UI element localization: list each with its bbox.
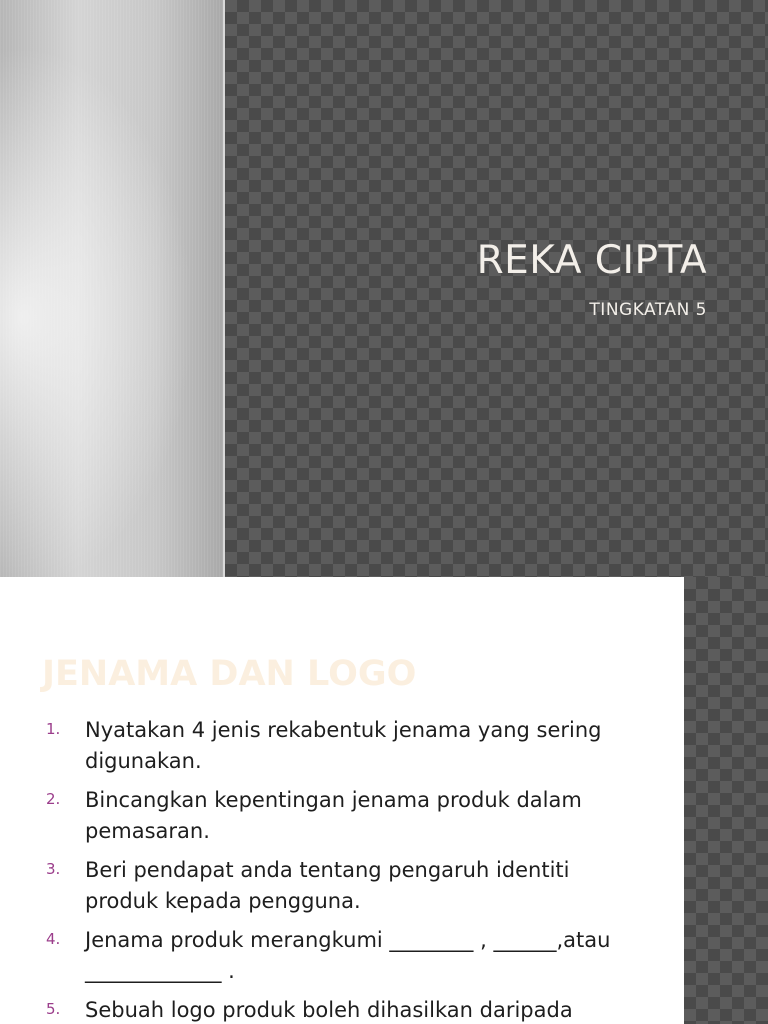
question-list [46,715,636,1024]
list-number: 3. [46,860,61,878]
list-item [46,785,636,847]
list-item [46,995,636,1024]
slide-heading: JENAMA DAN LOGO [42,654,417,694]
list-number: 4. [46,930,61,948]
slide-title: REKA CIPTA [476,238,707,283]
list-text: Beri pendapat anda tentang pengaruh identiti produk kepada pengguna. [85,858,570,913]
list-number: 5. [46,1000,61,1018]
list-number: 2. [46,790,61,808]
list-number: 1. [46,720,61,738]
list-item [46,715,636,777]
content-slide [0,577,768,1024]
slide-patterned-strip [684,577,768,1024]
list-text: Bincangkan kepentingan jenama produk dalam pemasaran. [85,788,582,843]
list-text: Jenama produk merangkumi ________ , ______,atau _____________ . [85,928,611,983]
list-item [46,925,636,987]
slide-left-gradient-panel [0,0,223,577]
slide-subtitle: TINGKATAN 5 [589,300,707,320]
list-text: Nyatakan 4 jenis rekabentuk jenama yang sering digunakan. [85,718,602,773]
list-item [46,855,636,917]
slide-patterned-panel [225,0,768,577]
list-text: Sebuah logo produk boleh dihasilkan daripada [85,998,573,1022]
